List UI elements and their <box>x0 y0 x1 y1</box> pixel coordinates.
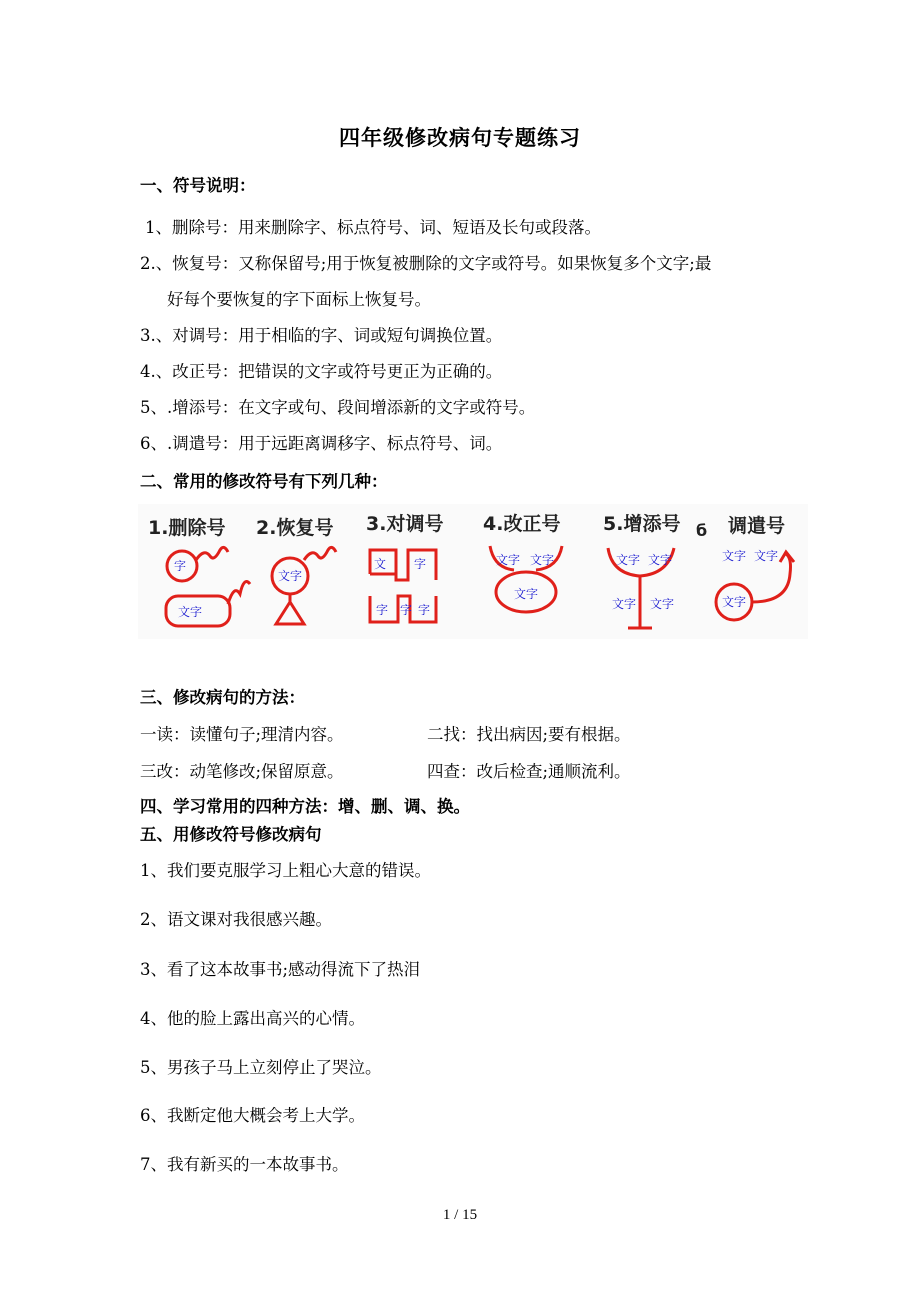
section-2-heading: 二、常用的修改符号有下列几种： <box>140 472 388 491</box>
method-find: 二找：找出病因;要有根据。 <box>427 725 631 744</box>
method-fix: 三改：动笔修改;保留原意。 <box>140 762 344 781</box>
swap-mark-char-2: 字 <box>414 557 427 571</box>
exercise-4: 4、他的脸上露出高兴的心情。 <box>140 1009 365 1028</box>
correction-marks-figure <box>138 504 808 639</box>
correct-mark-word-3: 文字 <box>514 587 539 601</box>
section-4-heading: 四、学习常用的四种方法：增、删、调、换。 <box>140 797 470 816</box>
insert-mark-word-1: 文字 <box>616 553 641 567</box>
correct-mark-word-2: 文字 <box>530 553 555 567</box>
section-5-heading: 五、用修改符号修改病句 <box>140 825 322 844</box>
method-read: 一读：读懂句子;理清内容。 <box>140 725 344 744</box>
page-title: 四年级修改病句专题练习 <box>339 125 581 150</box>
move-mark-word-3: 文字 <box>722 595 747 609</box>
symbol-item-5: 5、.增添号：在文字或句、段间增添新的文字或符号。 <box>140 398 536 417</box>
exercise-7: 7、我有新买的一本故事书。 <box>140 1155 349 1174</box>
exercise-6: 6、我断定他大概会考上大学。 <box>140 1106 365 1125</box>
swap-mark-char-3: 字 <box>376 603 389 617</box>
method-row-2 <box>140 758 631 782</box>
symbol-item-2-cont: 好每个要恢复的字下面标上恢复号。 <box>167 290 431 309</box>
insert-mark-word-3: 文字 <box>612 597 637 611</box>
symbol-item-2: 2.、恢复号：又称保留号;用于恢复被删除的文字或符号。如果恢复多个文字;最 <box>140 254 712 273</box>
correction-marks-illustration <box>138 504 808 639</box>
method-row-1 <box>140 721 631 745</box>
figure-label-6: 调遣号 <box>728 515 786 537</box>
figure-label-6-number: б <box>696 521 708 540</box>
insert-mark-word-4: 文字 <box>650 597 675 611</box>
swap-mark-char-5: 字 <box>418 603 431 617</box>
delete-mark-char: 字 <box>174 559 187 573</box>
figure-label-2: 2.恢复号 <box>256 517 334 539</box>
exercise-2: 2、语文课对我很感兴趣。 <box>140 910 332 929</box>
page-number: 1 / 15 <box>442 1207 478 1223</box>
section-1-heading: 一、符号说明： <box>140 176 256 195</box>
method-check: 四查：改后检查;通顺流利。 <box>427 762 631 781</box>
swap-mark-char-1: 文 <box>374 557 387 571</box>
move-mark-word-1: 文字 <box>722 549 747 563</box>
delete-mark-word: 文字 <box>178 605 203 619</box>
exercise-3: 3、看了这本故事书;感动得流下了热泪 <box>140 960 421 979</box>
figure-label-4: 4.改正号 <box>483 513 561 535</box>
exercise-5: 5、男孩子马上立刻停止了哭泣。 <box>140 1058 382 1077</box>
figure-label-3: 3.对调号 <box>366 513 444 535</box>
move-mark-word-2: 文字 <box>754 549 779 563</box>
symbol-item-4: 4.、改正号：把错误的文字或符号更正为正确的。 <box>140 362 503 381</box>
correct-mark-word-1: 文字 <box>496 553 521 567</box>
swap-mark-char-4: 字 <box>400 603 413 617</box>
symbol-item-6: 6、.调遣号：用于远距离调移字、标点符号、词。 <box>140 434 503 453</box>
figure-label-1: 1.删除号 <box>148 517 226 539</box>
insert-mark-word-2: 文字 <box>648 553 673 567</box>
section-3-heading: 三、修改病句的方法： <box>140 688 305 707</box>
symbol-item-3: 3.、对调号：用于相临的字、词或短句调换位置。 <box>140 326 503 345</box>
exercise-1: 1、我们要克服学习上粗心大意的错误。 <box>140 861 431 880</box>
symbol-item-1: 1、删除号：用来删除字、标点符号、词、短语及长句或段落。 <box>145 218 601 237</box>
restore-mark-word: 文字 <box>278 569 303 583</box>
figure-label-5: 5.增添号 <box>603 513 681 535</box>
